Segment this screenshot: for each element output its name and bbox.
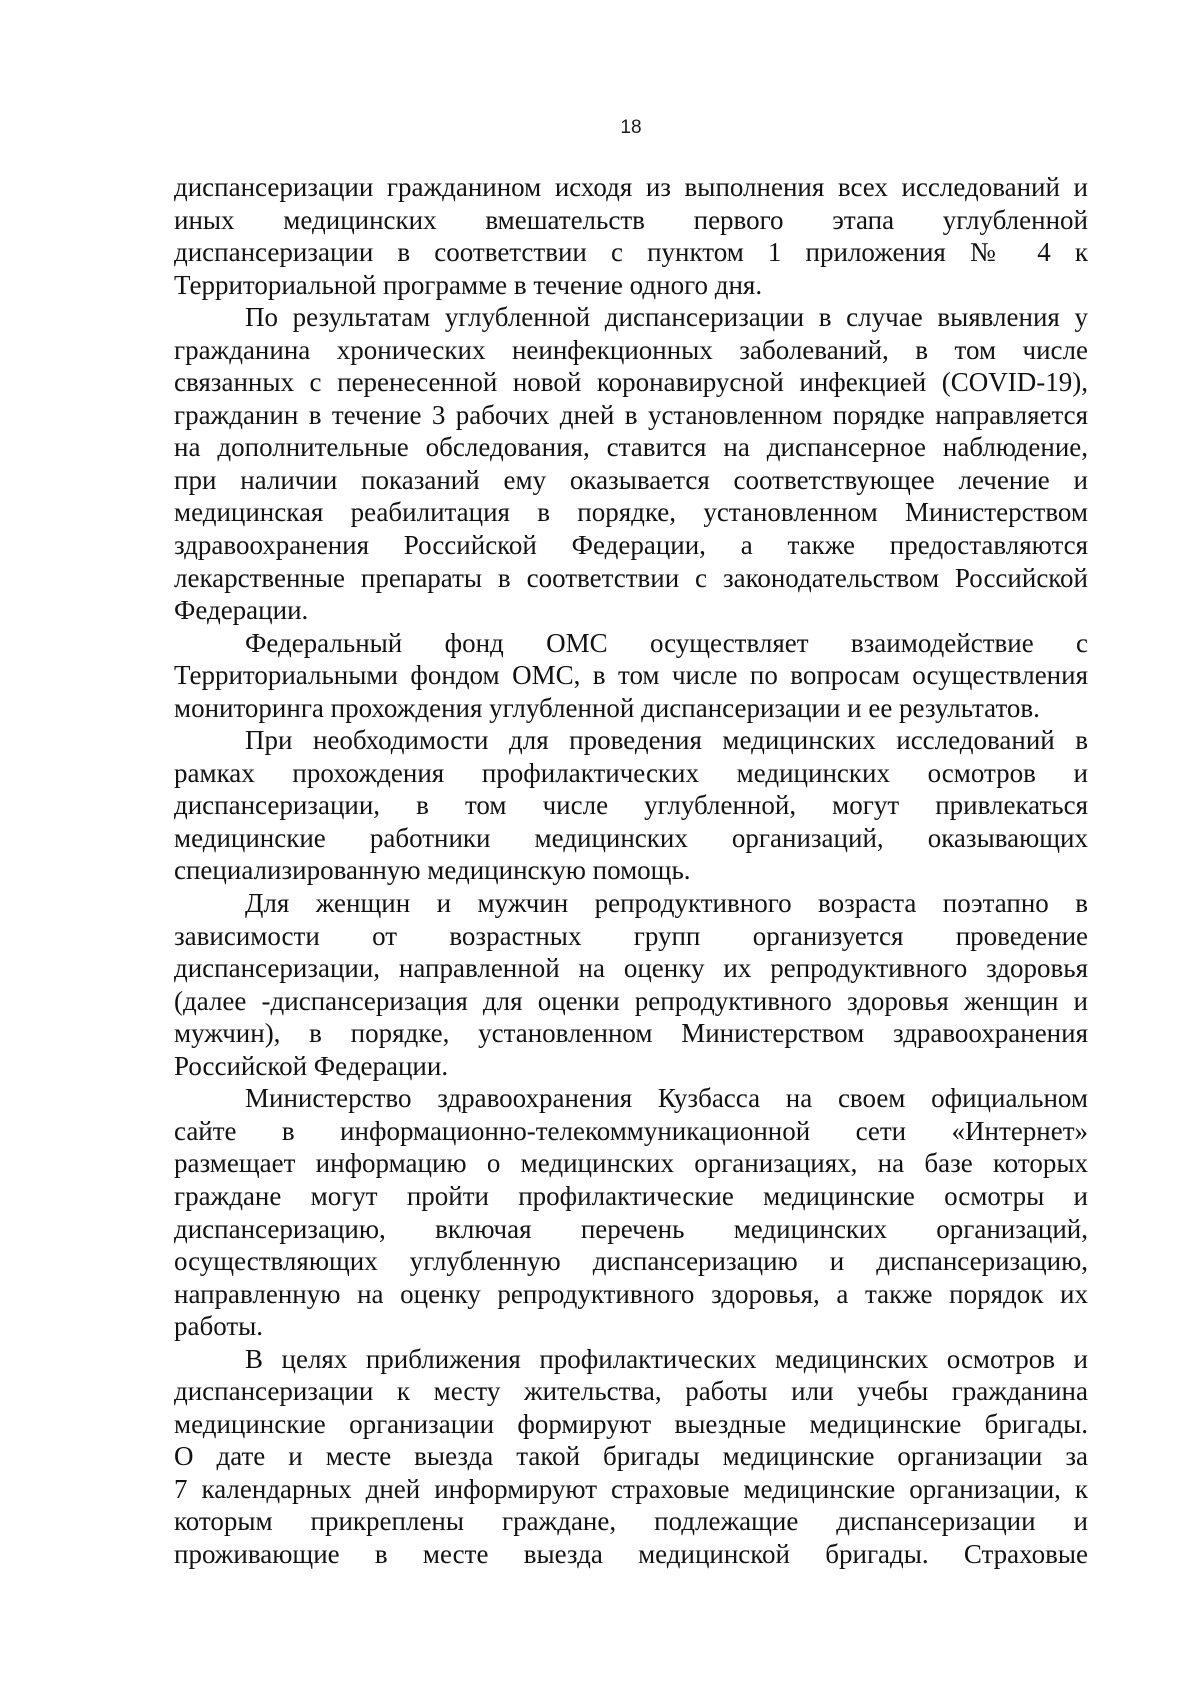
text-line: работы.	[174, 1311, 264, 1342]
page-number: 18	[620, 117, 642, 138]
text-line: специализированную медицинскую помощь.	[174, 855, 691, 886]
text-line: диспансеризации к месту жительства, работы или учебы гражданина	[174, 1376, 1088, 1407]
paragraph	[174, 887, 1088, 1082]
text-line: при наличии показаний ему оказывается соответствующее лечение и	[174, 464, 1088, 495]
text-line: на дополнительные обследования, ставится на диспансерное наблюдение,	[174, 432, 1088, 463]
paragraph	[174, 171, 1088, 301]
text-line: При необходимости для проведения медицинских исследований в	[245, 725, 1088, 756]
text-line: мужчин), в порядке, установленном Министерством здравоохранения	[174, 1018, 1088, 1049]
text-line: диспансеризации в соответствии с пунктом 1 приложения № 4 к	[174, 237, 1088, 268]
text-line: зависимости от возрастных групп организуется проведение	[174, 920, 1088, 951]
text-line: медицинская реабилитация в порядке, установленном Министерством	[174, 497, 1088, 528]
text-line: 7 календарных дней информируют страховые медицинские организации, к	[174, 1473, 1088, 1504]
text-line: направленную на оценку репродуктивного здоровья, а также порядок их	[174, 1278, 1088, 1309]
text-line: рамках прохождения профилактических медицинских осмотров и	[174, 757, 1088, 788]
text-line: диспансеризацию, включая перечень медицинских организаций,	[174, 1213, 1088, 1244]
text-line: (далее -диспансеризация для оценки репродуктивного здоровья женщин и	[174, 985, 1088, 1016]
text-line: мониторинга прохождения углубленной диспансеризации и ее результатов.	[174, 692, 1040, 723]
text-line: По результатам углубленной диспансеризации в случае выявления у	[245, 302, 1088, 333]
text-line: Для женщин и мужчин репродуктивного возраста поэтапно в	[245, 888, 1088, 919]
paragraph	[174, 627, 1088, 725]
text-line: связанных с перенесенной новой коронавирусной инфекцией (COVID-19),	[174, 367, 1088, 398]
text-line: диспансеризации гражданином исходя из выполнения всех исследований и	[174, 172, 1088, 202]
text-line: медицинские работники медицинских организаций, оказывающих	[174, 822, 1088, 853]
text-line: иных медицинских вмешательств первого этапа углубленной	[174, 204, 1088, 235]
text-line: проживающие в месте выезда медицинской бригады. Страховые	[174, 1538, 1088, 1569]
text-line: сайте в информационно-телекоммуникационной сети «Интернет»	[174, 1115, 1088, 1146]
paragraph	[174, 301, 1088, 626]
paragraph	[174, 724, 1088, 887]
text-line: Министерство здравоохранения Кузбасса на своем официальном	[245, 1083, 1088, 1114]
text-line: здравоохранения Российской Федерации, а также предоставляются	[174, 530, 1088, 561]
text-line: Федеральный фонд ОМС осуществляет взаимодействие с	[245, 627, 1088, 658]
text-line: Федерации.	[174, 595, 309, 626]
text-line: гражданин в течение 3 рабочих дней в установленном порядке направляется	[174, 399, 1088, 430]
text-line: диспансеризации, направленной на оценку их репродуктивного здоровья	[174, 953, 1088, 984]
text-line: Территориальной программе в течение одного дня.	[174, 269, 763, 300]
text-line: медицинские организации формируют выездные медицинские бригады.	[174, 1408, 1088, 1439]
paragraph	[174, 1343, 1088, 1571]
text-line: О дате и месте выезда такой бригады медицинские организации за	[174, 1441, 1088, 1472]
text-line: Российской Федерации.	[174, 1050, 449, 1081]
text-line: гражданина хронических неинфекционных заболеваний, в том числе	[174, 334, 1088, 365]
text-line: лекарственные препараты в соответствии с законодательством Российской	[174, 562, 1088, 593]
text-line: размещает информацию о медицинских организациях, на базе которых	[174, 1148, 1088, 1179]
text-line: Территориальными фондом ОМС, в том числе по вопросам осуществления	[174, 660, 1088, 691]
text-line: которым прикреплены граждане, подлежащие диспансеризации и	[174, 1506, 1088, 1537]
text-line: В целях приближения профилактических медицинских осмотров и	[245, 1343, 1088, 1374]
text-line: граждане могут пройти профилактические медицинские осмотры и	[174, 1180, 1088, 1211]
paragraph	[174, 1082, 1088, 1342]
document-body	[174, 171, 1088, 1571]
text-line: осуществляющих углубленную диспансеризацию и диспансеризацию,	[174, 1246, 1088, 1277]
text-line: диспансеризации, в том числе углубленной, могут привлекаться	[174, 790, 1088, 821]
